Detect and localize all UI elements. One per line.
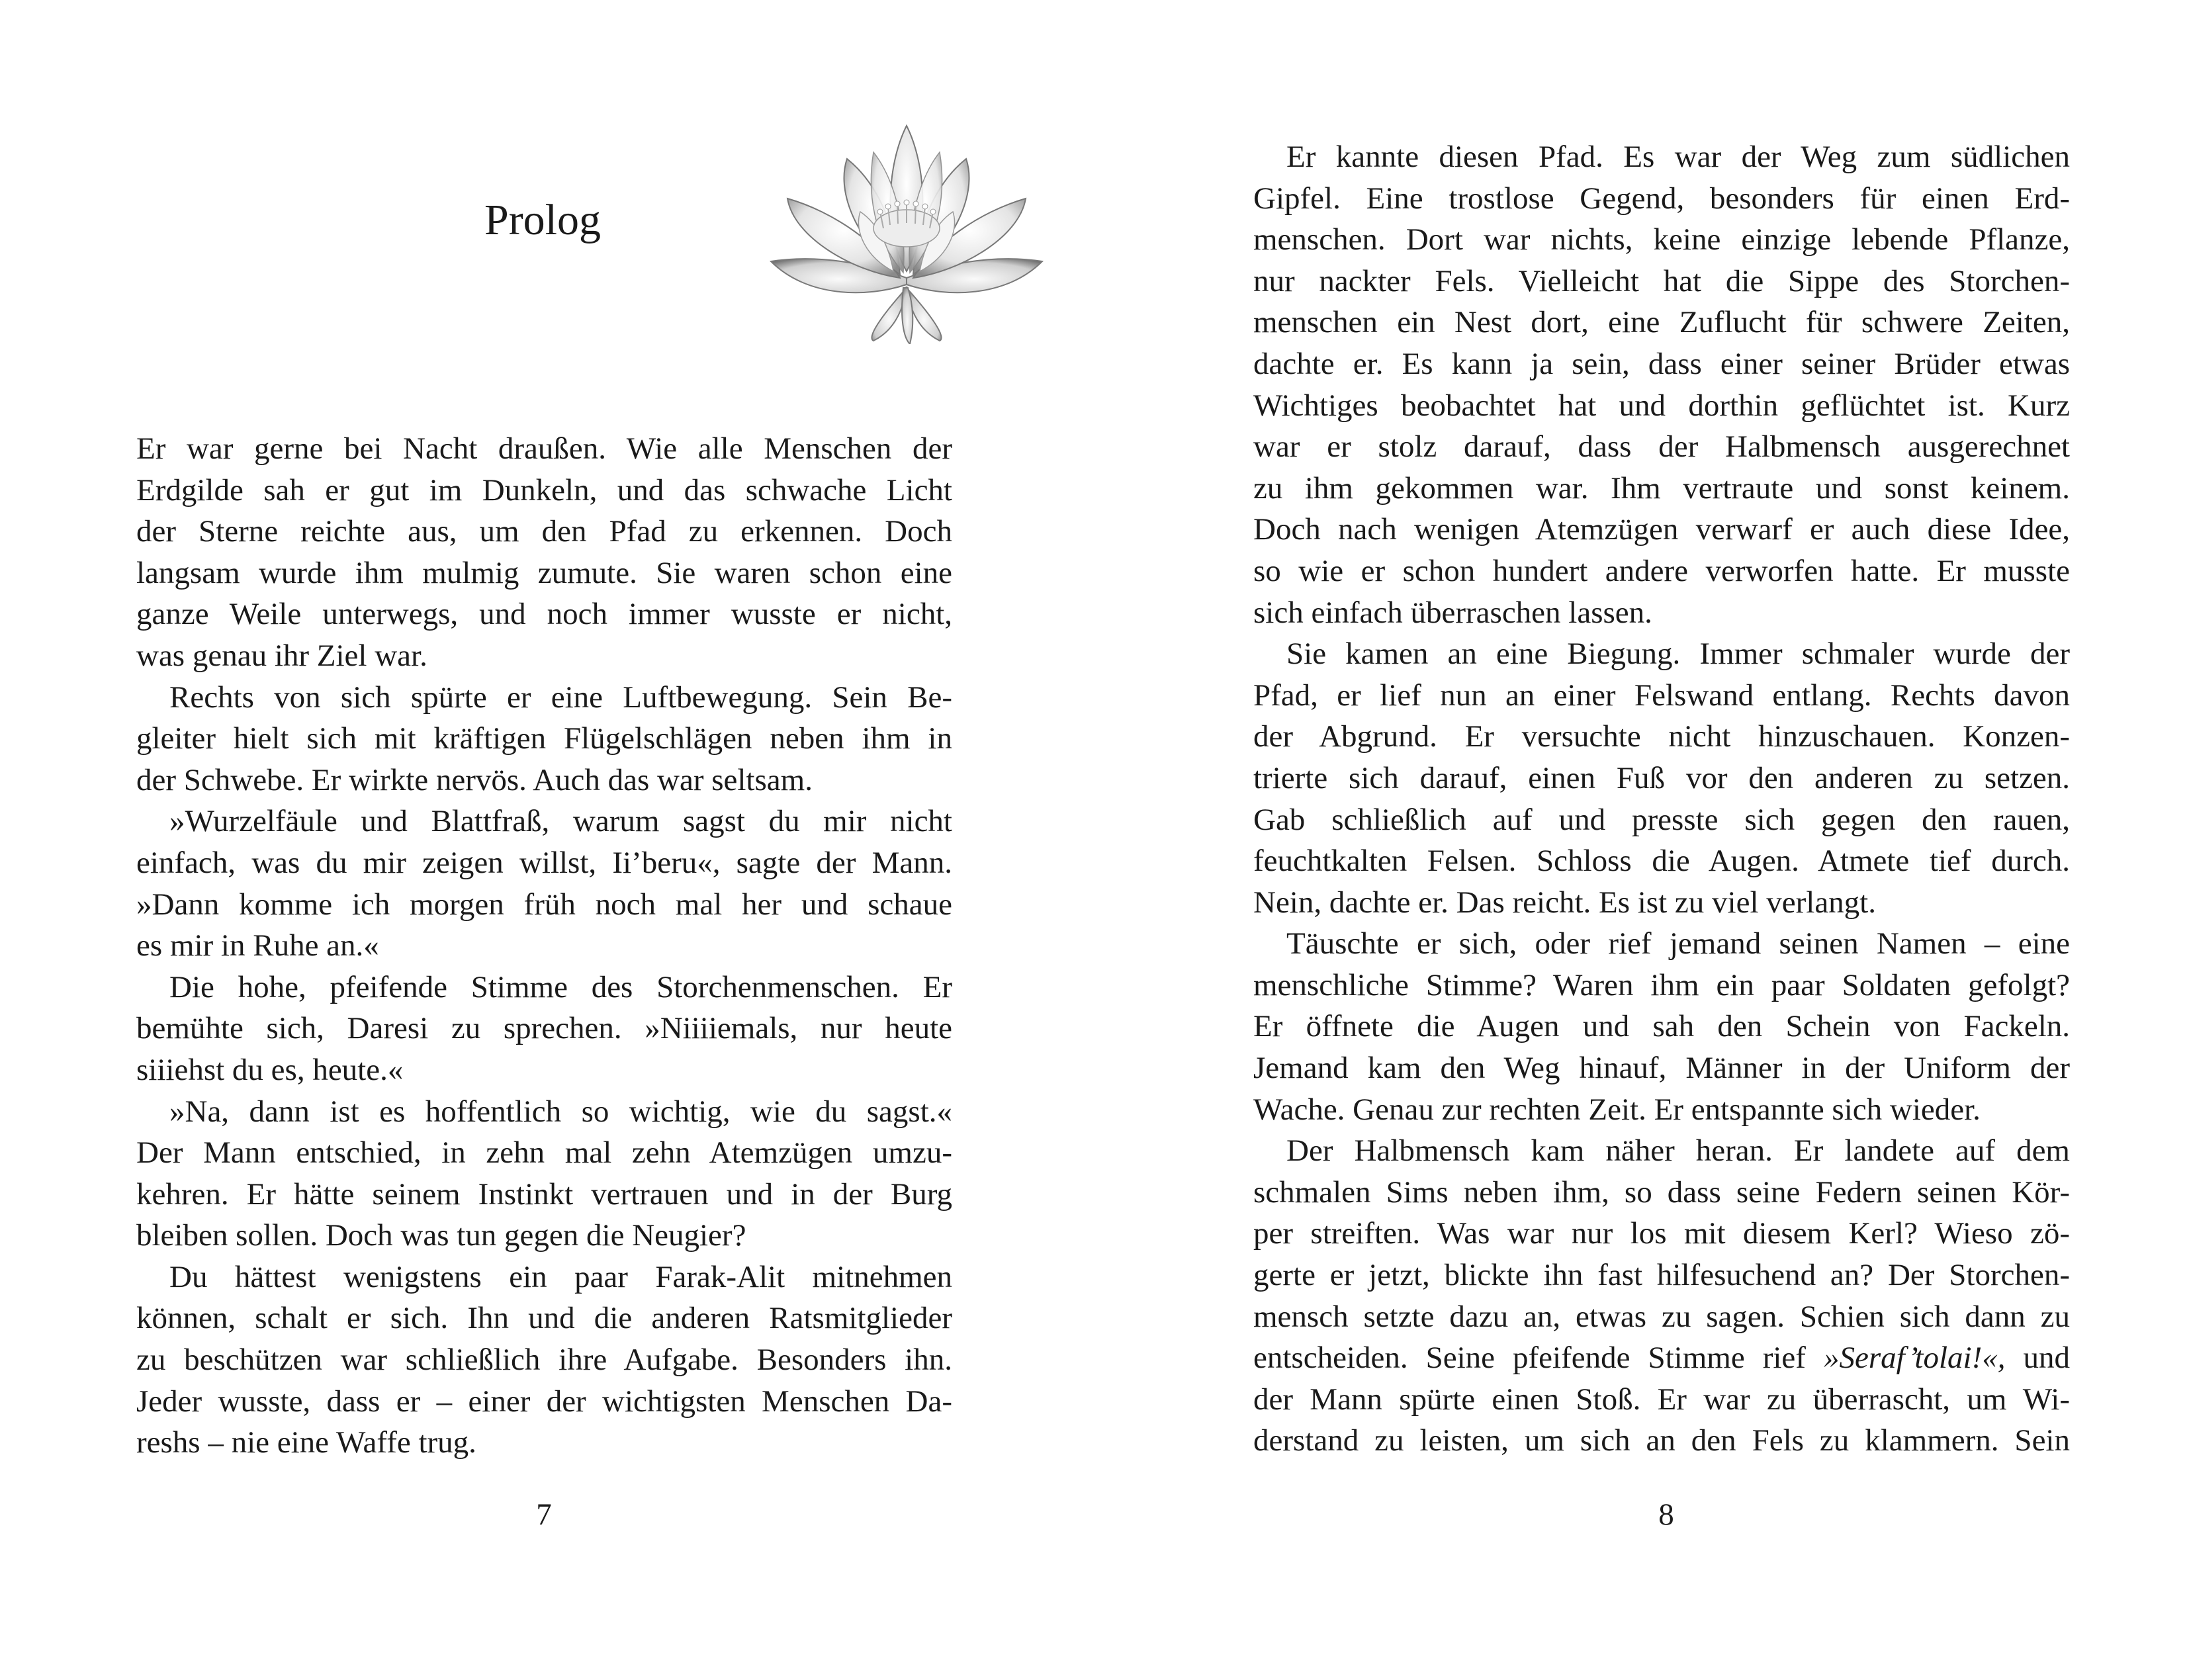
text-segment: der Schwebe. Er wirkte nervös. Auch das war seltsam. — [136, 762, 813, 797]
text-segment: bleiben sollen. Doch was tun gegen die Neugier? — [136, 1218, 746, 1253]
text-line-content — [1253, 1296, 2070, 1338]
text-line-content — [1253, 261, 2070, 302]
text-segment: feuchtkalten Felsen. Schloss die Augen. Atmete tief durch. — [1253, 844, 2070, 879]
text-segment: Gab schließlich auf und presste sich gegen den rauen, — [1253, 802, 2070, 837]
page-number-right: 8 — [1658, 1497, 1674, 1532]
text-line — [1253, 840, 2070, 882]
text-line-content — [1253, 840, 2070, 882]
text-line — [1253, 551, 2070, 592]
text-line-content — [136, 1381, 952, 1423]
text-line — [136, 677, 952, 719]
text-line — [1253, 509, 2070, 551]
text-line — [136, 1174, 952, 1216]
text-line — [1253, 1047, 2070, 1089]
text-line-content — [136, 1049, 952, 1091]
text-line — [1253, 343, 2070, 385]
text-line-content — [136, 553, 952, 594]
text-segment: Pfad, er lief nun an einer Felswand entlang. Rechts davon — [1253, 678, 2070, 713]
text-segment: Er kannte diesen Pfad. Es war der Weg zum südlichen — [1286, 140, 2070, 174]
text-line-content — [1253, 426, 2070, 468]
text-line-content — [1253, 675, 2070, 717]
text-segment: und — [2005, 1341, 2070, 1376]
text-line-content — [136, 1298, 952, 1339]
text-line-content — [1253, 799, 2070, 841]
text-line — [136, 1008, 952, 1049]
text-line — [1253, 1420, 2070, 1462]
text-line-content — [136, 842, 952, 884]
text-line — [136, 1132, 952, 1174]
text-segment: der Abgrund. Er versuchte nicht hinzuschauen. Konzen- — [1253, 719, 2070, 754]
text-line — [1253, 758, 2070, 799]
text-line — [136, 1257, 952, 1298]
text-line — [1253, 1213, 2070, 1255]
text-line — [1253, 965, 2070, 1006]
right-body-text — [1253, 136, 2070, 1462]
text-line — [136, 760, 952, 801]
text-line-content — [136, 1132, 952, 1174]
text-line — [1253, 716, 2070, 758]
text-line-content — [1286, 633, 2070, 675]
right-page — [1094, 0, 2189, 1680]
text-line — [1253, 1255, 2070, 1296]
text-line — [1253, 1089, 2070, 1131]
text-line — [1253, 178, 2070, 220]
text-segment: mensch setzte dazu an, etwas zu sagen. Schien sich dann zu — [1253, 1299, 2070, 1334]
text-line — [1253, 1337, 2070, 1379]
text-line — [1253, 468, 2070, 509]
text-line-content — [1253, 882, 2070, 924]
text-line-content — [1253, 1420, 2070, 1462]
text-line-content — [1253, 1172, 2070, 1214]
text-segment: Der Mann entschied, in zehn mal zehn Atemzügen umzu- — [136, 1135, 952, 1171]
text-segment: entscheiden. Seine pfeifende Stimme rief — [1253, 1341, 1824, 1376]
text-line-content — [1253, 302, 2070, 343]
text-line — [1253, 799, 2070, 841]
text-segment: Wichtiges beobachtet hat und dorthin geflüchtet ist. Kurz — [1253, 388, 2070, 423]
text-line — [136, 884, 952, 926]
text-line-content — [1253, 219, 2070, 261]
text-line-content — [1253, 592, 2070, 634]
text-line-content — [1253, 965, 2070, 1006]
text-line — [1253, 923, 2070, 965]
text-segment: einfach, was du mir zeigen willst, Ii’beru«, sagte der Mann. — [136, 845, 952, 880]
text-line-content — [136, 925, 952, 967]
text-line — [136, 1049, 952, 1091]
text-segment: Er war gerne bei Nacht draußen. Wie alle Menschen der — [136, 431, 952, 466]
text-segment: Sie kamen an eine Biegung. Immer schmaler wurde der — [1286, 637, 2070, 672]
text-line-content — [136, 470, 952, 511]
text-segment: nur nackter Fels. Vielleicht hat die Sippe des Storchen- — [1253, 263, 2070, 298]
text-line-content — [1253, 1255, 2070, 1296]
text-line — [1253, 633, 2070, 675]
lotus-flower-illustration — [768, 119, 1046, 344]
text-segment: war er stolz darauf, dass der Halbmensch ausgerechnet — [1253, 429, 2070, 464]
chapter-title: Prolog — [484, 196, 602, 244]
text-line — [1253, 675, 2070, 717]
text-segment: langsam wurde ihm mulmig zumute. Sie waren schon eine — [136, 555, 952, 590]
text-line-content — [169, 677, 952, 719]
text-line-content — [1253, 178, 2070, 220]
text-segment: Die hohe, pfeifende Stimme des Storchenmenschen. Er — [169, 969, 952, 1004]
text-segment: gerte er jetzt, blickte ihn fast hilfesuchend an? Der Storchen- — [1253, 1258, 2070, 1293]
text-line-content — [1253, 1006, 2070, 1047]
text-line — [1253, 1130, 2070, 1172]
text-segment: Doch nach wenigen Atemzügen verwarf er auch diese Idee, — [1253, 512, 2070, 547]
text-segment: Nein, dachte er. Das reicht. Es ist zu viel verlangt. — [1253, 885, 1876, 920]
text-line-content — [1253, 1379, 2070, 1421]
text-segment: so wie er schon hundert andere verworfen hatte. Er musste — [1253, 553, 2070, 588]
text-line — [136, 635, 952, 677]
text-line-content — [1253, 343, 2070, 385]
text-line-content — [136, 1422, 952, 1464]
text-line-content — [1286, 1130, 2070, 1172]
text-line-content — [136, 635, 952, 677]
text-line — [136, 428, 952, 470]
text-line — [136, 967, 952, 1008]
text-segment: Täuschte er sich, oder rief jemand seinen Namen – eine — [1286, 926, 2070, 961]
text-segment: »Wurzelfäule und Blattfraß, warum sagst du mir nicht — [169, 804, 952, 839]
text-segment: ganze Weile unterwegs, und noch immer wusste er nicht, — [136, 597, 952, 632]
italic-segment: »Seraf’tolai!«, — [1823, 1341, 2006, 1376]
text-line-content — [1253, 1213, 2070, 1255]
text-line — [1253, 136, 2070, 178]
text-line-content — [1286, 136, 2070, 178]
text-line-content — [136, 1339, 952, 1381]
text-segment: Du hättest wenigstens ein paar Farak-Alit mitnehmen — [169, 1259, 952, 1294]
text-segment: Er öffnete die Augen und sah den Schein von Fackeln. — [1253, 1009, 2070, 1044]
text-segment: gleiter hielt sich mit kräftigen Flügelschlägen neben ihm in — [136, 721, 952, 756]
text-line-content — [1253, 468, 2070, 509]
text-line — [1253, 592, 2070, 634]
text-line-content — [136, 884, 952, 926]
text-segment: was genau ihr Ziel war. — [136, 638, 427, 673]
text-segment: Jemand kam den Weg hinauf, Männer in der Uniform der — [1253, 1051, 2070, 1086]
text-segment: per streiften. Was war nur los mit diesem Kerl? Wieso zö- — [1253, 1216, 2070, 1251]
text-line — [1253, 302, 2070, 343]
text-line — [136, 553, 952, 594]
text-segment: können, schalt er sich. Ihn und die anderen Ratsmitglieder — [136, 1301, 952, 1336]
text-segment: Der Halbmensch kam näher heran. Er landete auf dem — [1286, 1133, 2070, 1169]
text-segment: »Dann komme ich morgen früh noch mal her und schaue — [136, 887, 952, 922]
text-line — [136, 718, 952, 760]
text-line-content — [1253, 385, 2070, 427]
text-segment: »Na, dann ist es hoffentlich so wichtig, wie du sagst.« — [169, 1094, 952, 1129]
text-segment: menschen. Dort war nichts, keine einzige lebende Pflanze, — [1253, 222, 2070, 257]
text-line-content — [1253, 551, 2070, 592]
text-segment: Jeder wusste, dass er – einer der wichtigsten Menschen Da- — [136, 1384, 952, 1419]
text-line — [136, 1381, 952, 1423]
text-line — [136, 1215, 952, 1257]
text-line-content — [136, 511, 952, 553]
text-line-content — [1253, 509, 2070, 551]
text-line — [136, 1339, 952, 1381]
text-line-content — [136, 594, 952, 635]
text-line — [136, 1422, 952, 1464]
text-line-content — [136, 718, 952, 760]
text-segment: der Sterne reichte aus, um den Pfad zu erkennen. Doch — [136, 514, 952, 549]
text-line — [136, 925, 952, 967]
text-line-content — [136, 1174, 952, 1216]
text-line — [136, 1091, 952, 1133]
text-line-content — [136, 1008, 952, 1049]
text-line — [136, 470, 952, 511]
text-segment: bemühte sich, Daresi zu sprechen. »Niiiiemals, nur heute — [136, 1011, 952, 1046]
text-line — [136, 594, 952, 635]
text-line-content — [169, 967, 952, 1008]
text-line-content — [1253, 758, 2070, 799]
text-segment: menschen ein Nest dort, eine Zuflucht für schwere Zeiten, — [1253, 305, 2070, 340]
text-line — [1253, 219, 2070, 261]
page-number-left: 7 — [536, 1497, 552, 1532]
text-segment: derstand zu leisten, um sich an den Fels zu klammern. Sein — [1253, 1423, 2070, 1458]
text-segment: sich einfach überraschen lassen. — [1253, 595, 1652, 630]
text-line-content — [1286, 923, 2070, 965]
text-segment: reshs – nie eine Waffe trug. — [136, 1425, 476, 1460]
text-segment: zu ihm gekommen war. Ihm vertraute und sonst keinem. — [1253, 470, 2070, 506]
text-line-content — [1253, 1089, 2070, 1131]
text-segment: Rechts von sich spürte er eine Luftbewegung. Sein Be- — [169, 680, 952, 715]
text-line-content — [1253, 1337, 2070, 1379]
text-line — [1253, 1172, 2070, 1214]
text-line-content — [169, 1091, 952, 1133]
text-line-content — [169, 1257, 952, 1298]
text-segment: trierte sich darauf, einen Fuß vor den anderen zu setzen. — [1253, 760, 2070, 795]
text-line — [136, 1298, 952, 1339]
text-segment: Erdgilde sah er gut im Dunkeln, und das schwache Licht — [136, 472, 952, 508]
text-segment: der Mann spürte einen Stoß. Er war zu überrascht, um Wi- — [1253, 1382, 2070, 1417]
text-line — [1253, 1379, 2070, 1421]
text-line-content — [136, 760, 952, 801]
text-line-content — [136, 1215, 952, 1257]
text-segment: Wache. Genau zur rechten Zeit. Er entspannte sich wieder. — [1253, 1092, 1981, 1127]
text-line — [1253, 1006, 2070, 1047]
text-line-content — [169, 801, 952, 842]
text-line-content — [1253, 1047, 2070, 1089]
text-segment: zu beschützen war schließlich ihre Aufgabe. Besonders ihn. — [136, 1343, 952, 1378]
text-line — [1253, 1296, 2070, 1338]
text-segment: kehren. Er hätte seinem Instinkt vertrauen und in der Burg — [136, 1176, 952, 1212]
text-segment: siiiehst du es, heute.« — [136, 1052, 404, 1087]
text-line-content — [136, 428, 952, 470]
text-line — [1253, 426, 2070, 468]
text-segment: Gipfel. Eine trostlose Gegend, besonders für einen Erd- — [1253, 181, 2070, 216]
text-line — [1253, 882, 2070, 924]
text-segment: menschliche Stimme? Waren ihm ein paar Soldaten gefolgt? — [1253, 967, 2070, 1002]
text-line — [1253, 261, 2070, 302]
text-line — [136, 511, 952, 553]
text-line-content — [1253, 716, 2070, 758]
text-segment: dachte er. Es kann ja sein, dass einer seiner Brüder etwas — [1253, 346, 2070, 381]
text-segment: schmalen Sims neben ihm, so dass seine Federn seinen Kör- — [1253, 1174, 2070, 1210]
text-segment: es mir in Ruhe an.« — [136, 928, 379, 963]
left-body-text — [136, 428, 952, 1464]
text-line — [1253, 385, 2070, 427]
left-page — [0, 0, 1094, 1680]
text-line — [136, 801, 952, 842]
text-line — [136, 842, 952, 884]
